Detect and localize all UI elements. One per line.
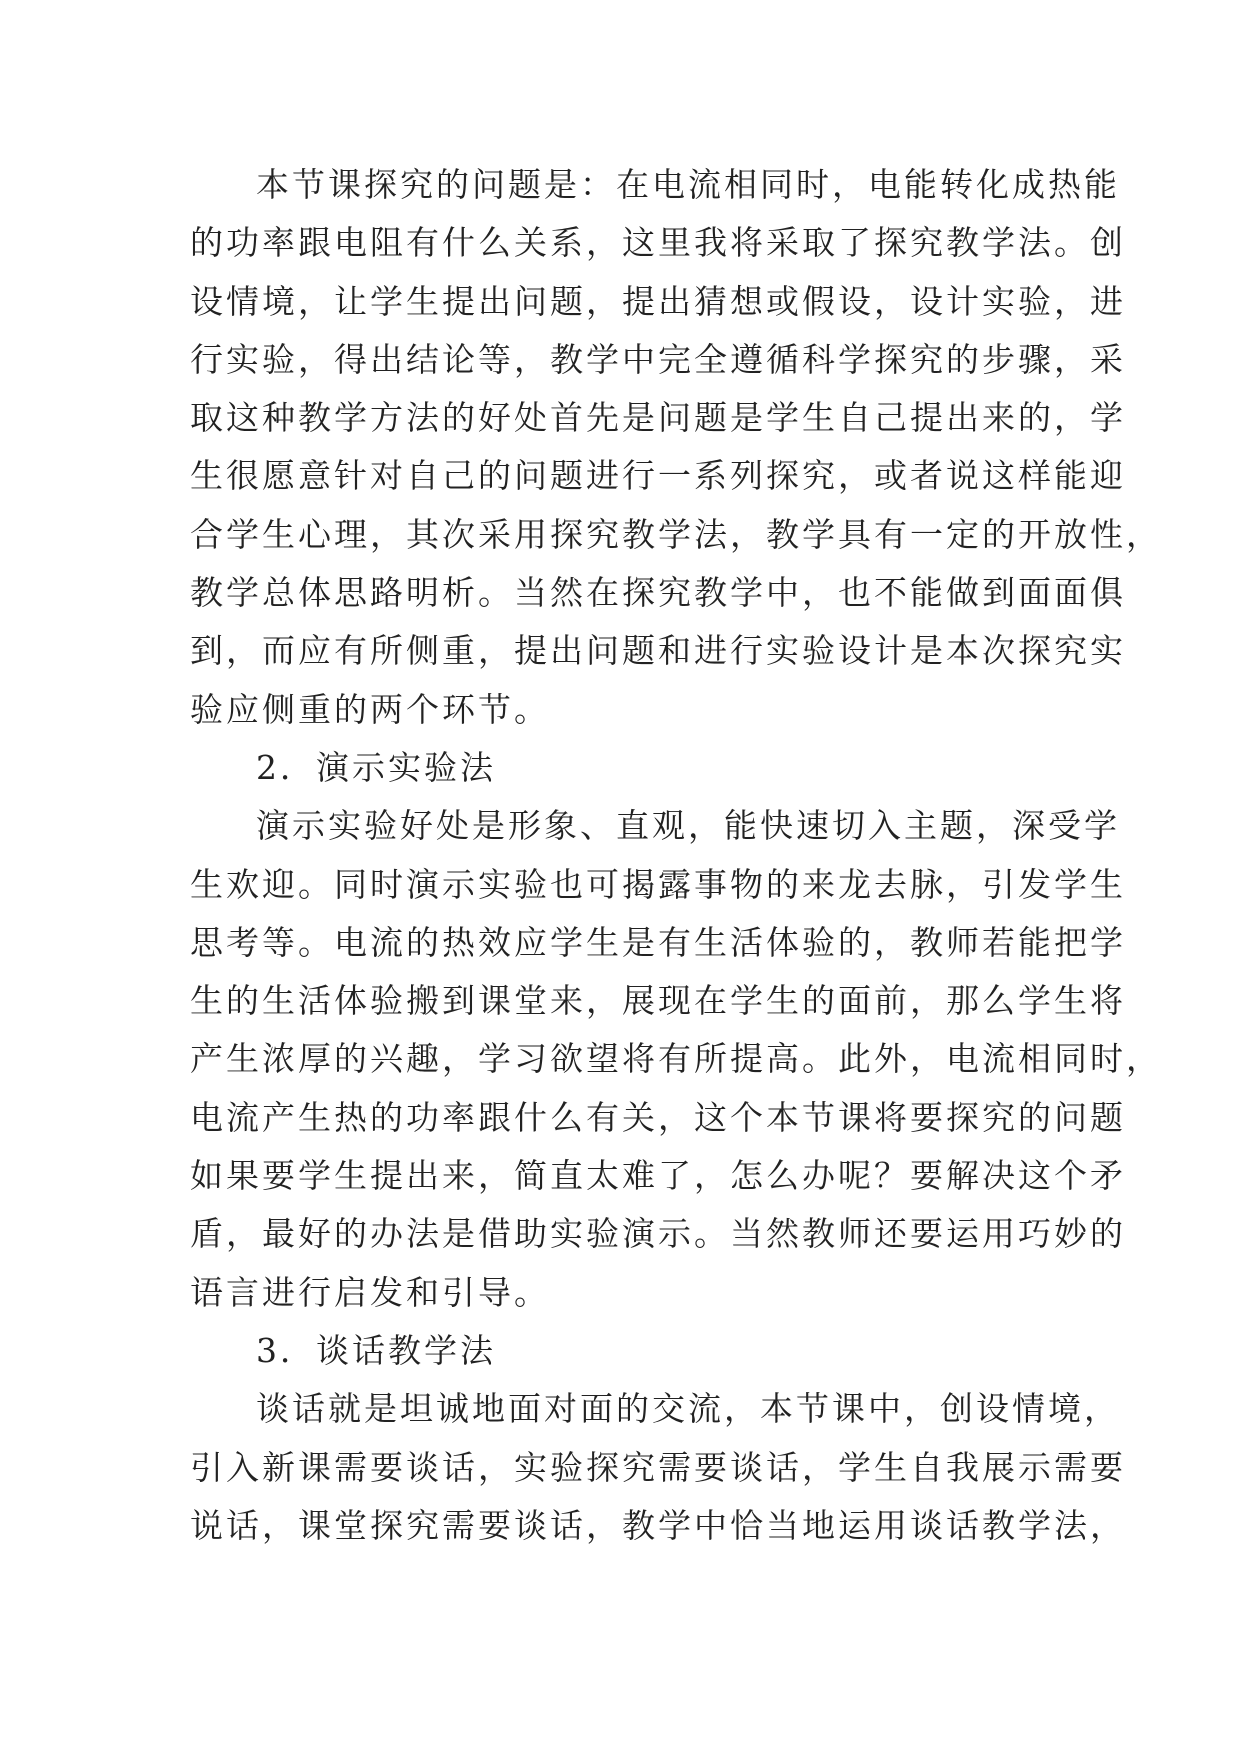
text-line: 语言进行启发和引导。 [190,1272,550,1312]
document-body [190,156,1162,1555]
text-line: 如果要学生提出来，简直太难了，怎么办呢？要解决这个矛 [190,1156,1126,1196]
text-line: 生很愿意针对自己的问题进行一系列探究，或者说这样能迎 [190,456,1126,496]
text-line: 验应侧重的两个环节。 [190,689,550,729]
text-line: 演示实验好处是形象、直观，能快速切入主题，深受学 [256,806,1120,846]
text-line: 说话，课堂探究需要谈话，教学中恰当地运用谈话教学法， [190,1505,1126,1545]
text-line: 谈话就是坦诚地面对面的交流，本节课中，创设情境， [256,1389,1120,1429]
text-line: 盾，最好的办法是借助实验演示。当然教师还要运用巧妙的 [190,1214,1126,1254]
text-line: 本节课探究的问题是：在电流相同时，电能转化成热能 [256,165,1120,204]
text-line: 的功率跟电阻有什么关系，这里我将采取了探究教学法。创 [190,223,1126,263]
text-line: 行实验，得出结论等，教学中完全遵循科学探究的步骤，采 [190,339,1126,379]
section-heading: 3．谈话教学法 [256,1330,496,1370]
text-line: 到，而应有所侧重，提出问题和进行实验设计是本次探究实 [190,631,1126,671]
text-line: 教学总体思路明析。当然在探究教学中，也不能做到面面俱 [190,573,1126,613]
text-line: 生欢迎。同时演示实验也可揭露事物的来龙去脉，引发学生 [190,864,1126,904]
text-line: 设情境，让学生提出问题，提出猜想或假设，设计实验，进 [190,281,1126,321]
text-line: 产生浓厚的兴趣，学习欲望将有所提高。此外，电流相同时， [190,1039,1162,1079]
text-line: 合学生心理，其次采用探究教学法，教学具有一定的开放性， [190,514,1162,554]
text-line: 引入新课需要谈话，实验探究需要谈话，学生自我展示需要 [190,1447,1126,1487]
text-line: 生的生活体验搬到课堂来，展现在学生的面前，那么学生将 [190,981,1126,1021]
text-line: 电流产生热的功率跟什么有关，这个本节课将要探究的问题 [190,1097,1126,1137]
section-heading: 2．演示实验法 [256,747,496,787]
text-line: 取这种教学方法的好处首先是问题是学生自己提出来的，学 [190,398,1126,438]
text-line: 思考等。电流的热效应学生是有生活体验的，教师若能把学 [190,922,1126,962]
